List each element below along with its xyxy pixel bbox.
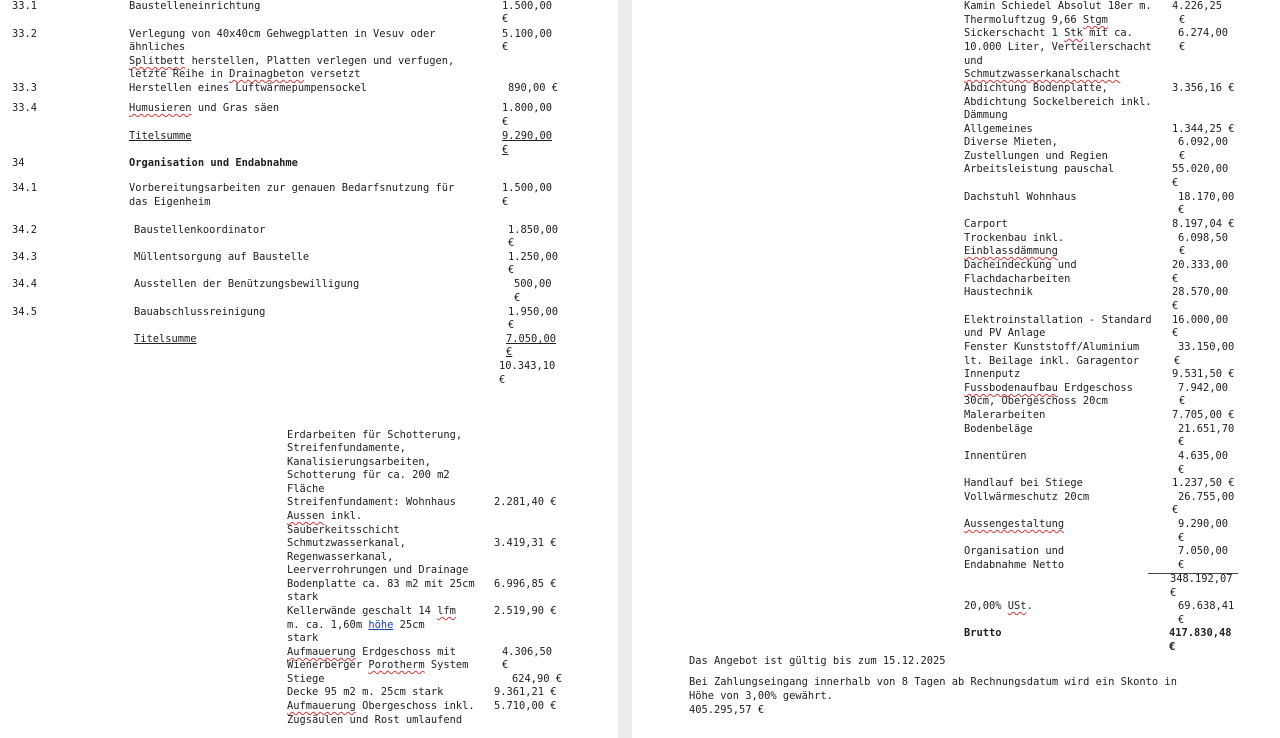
discount-amount: 405.295,57 € — [689, 704, 765, 716]
cost-item: Zustellungen und Regien — [964, 150, 1108, 162]
spellcheck-word: Humusieren — [129, 102, 192, 114]
cost-item: Handlauf bei Stiege — [964, 477, 1083, 489]
position-number: 33.4 — [12, 102, 38, 114]
currency-sign: € — [502, 144, 509, 156]
cost-item: Bodenbeläge — [964, 423, 1033, 435]
position-amount: 1.800,00 — [502, 102, 553, 114]
position-amount: 890,00 € — [508, 82, 559, 94]
currency-sign: € — [502, 41, 509, 53]
currency-sign: € — [1178, 436, 1185, 448]
discount-note: Bei Zahlungseingang innerhalb von 8 Tagen ab Rechnungsdatum wird ein Skonto in — [689, 676, 1177, 688]
position-description: Müllentsorgung auf Baustelle — [134, 251, 310, 263]
summary-line: Fläche — [287, 483, 325, 495]
cost-amount: 9.290,00 — [1178, 518, 1229, 530]
cost-item: Kamin Schiedel Absolut 18er m. — [964, 0, 1152, 12]
position-amount: 1.500,00 — [502, 182, 553, 194]
position-number: 34.2 — [12, 224, 38, 236]
summary-amount: 2.519,90 € — [494, 605, 557, 617]
currency-sign: € — [1172, 504, 1179, 516]
summary-line — [287, 700, 475, 714]
position-number: 34.4 — [12, 278, 38, 290]
position-number: 33.1 — [12, 0, 38, 12]
currency-sign: € — [1178, 532, 1185, 544]
text-run: letzte Reihe in — [129, 68, 230, 80]
currency-sign: € — [514, 292, 521, 304]
hyperlink-word[interactable]: höhe — [368, 619, 394, 631]
cost-item: Flachdacharbeiten — [964, 273, 1071, 285]
summary-amount: 4.306,50 — [502, 646, 553, 658]
summary-line: Streifenfundamente, — [287, 442, 406, 454]
position-amount: 1.950,00 — [508, 306, 559, 318]
summary-line — [287, 605, 456, 619]
discount-note: Höhe von 3,00% gewährt. — [689, 690, 833, 702]
summary-amount: 5.710,00 € — [494, 700, 557, 712]
currency-sign: € — [508, 319, 515, 331]
section-total-amount: 9.290,00 — [502, 130, 553, 142]
cost-item: Allgemeines — [964, 123, 1033, 135]
cost-item: Trockenbau inkl. — [964, 232, 1065, 244]
cost-amount: 6.274,00 — [1178, 27, 1229, 39]
position-description: Ausstellen der Benützungsbewilligung — [134, 278, 360, 290]
summary-line: Zugsäulen und Rost umlaufend — [287, 714, 463, 726]
cost-amount: 20.333,00 — [1172, 259, 1229, 271]
summary-line: Decke 95 m2 m. 25cm stark — [287, 686, 444, 698]
cost-amount: 7.942,00 — [1178, 382, 1229, 394]
spellcheck-word: Aussen — [287, 510, 325, 522]
summary-amount: 2.281,40 € — [494, 496, 557, 508]
position-number: 34.3 — [12, 251, 38, 263]
currency-sign: € — [1179, 245, 1186, 257]
position-amount: 1.250,00 — [508, 251, 559, 263]
summary-line — [287, 659, 468, 673]
section-total-amount: 7.050,00 — [506, 333, 557, 345]
cost-amount: 1.344,25 € — [1172, 123, 1235, 135]
summary-amount: 3.419,31 € — [494, 537, 557, 549]
cost-item: 30cm, Obergeschoss 20cm — [964, 395, 1108, 407]
cost-item: und — [964, 55, 983, 67]
text-run: System — [424, 659, 469, 671]
cost-amount: 1.237,50 € — [1172, 477, 1235, 489]
summary-amount: 624,90 € — [512, 673, 563, 685]
vat-amount: 69.638,41 — [1178, 600, 1235, 612]
currency-sign: € — [1178, 464, 1185, 476]
position-number: 33.3 — [12, 82, 38, 94]
text-run: inkl. — [324, 510, 363, 522]
spellcheck-word: Stgm — [1082, 14, 1108, 26]
cost-item: Endabnahme Netto — [964, 559, 1065, 571]
summary-amount: 6.996,85 € — [494, 578, 557, 590]
cost-amount: 7.050,00 — [1178, 545, 1229, 557]
spellcheck-word: USt — [1007, 600, 1027, 612]
text-run: Wienerberger — [287, 659, 369, 671]
cost-amount: 28.570,00 — [1172, 286, 1229, 298]
spellcheck-word: Drainagbeton — [229, 68, 305, 80]
position-description: das Eigenheim — [129, 196, 211, 208]
text-run: m. ca. 1,60m — [287, 619, 369, 631]
text-run: herstellen, Platten verlegen und verfugen, — [185, 55, 455, 67]
summary-line: stark — [287, 591, 319, 603]
currency-sign: € — [1170, 587, 1177, 599]
position-description — [129, 55, 454, 69]
spellcheck-word: Aufmauerung — [287, 700, 356, 712]
cost-amount: 21.651,70 — [1178, 423, 1235, 435]
position-number: 34.5 — [12, 306, 38, 318]
currency-sign: € — [1178, 614, 1185, 626]
cost-item: Aussengestaltung — [964, 518, 1065, 530]
cost-item: 10.000 Liter, Verteilerschacht — [964, 41, 1152, 53]
text-run: 20,00% — [964, 600, 1008, 612]
cost-item: Dämmung — [964, 109, 1008, 121]
section-total-label: Titelsumme — [134, 333, 197, 345]
position-description — [129, 102, 279, 116]
currency-sign: € — [1179, 14, 1186, 26]
currency-sign: € — [1179, 150, 1186, 162]
cost-item: Organisation und — [964, 545, 1065, 557]
summary-line: Stiege — [287, 673, 325, 685]
text-run: Thermoluftzug 9,66 — [964, 14, 1083, 26]
text-run: Obergeschoss inkl. — [355, 700, 475, 712]
left-page[interactable] — [0, 0, 618, 738]
cost-item: Dacheindeckung und — [964, 259, 1077, 271]
cost-amount: 4.635,00 — [1178, 450, 1229, 462]
cost-item: Einblassdämmung — [964, 245, 1058, 257]
text-run: Erdgeschoss mit — [355, 646, 456, 658]
summary-line: Regenwasserkanal, — [287, 551, 394, 563]
right-page[interactable] — [632, 0, 1280, 738]
currency-sign: € — [1172, 327, 1179, 339]
position-number: 33.2 — [12, 28, 38, 40]
cost-item: Carport — [964, 218, 1008, 230]
cost-item — [964, 14, 1108, 28]
currency-sign: € — [502, 116, 509, 128]
position-description: Baustelleneinrichtung — [129, 0, 261, 12]
cost-amount: 9.531,50 € — [1172, 368, 1235, 380]
cost-amount: 16.000,00 — [1172, 314, 1229, 326]
text-run: 25cm — [393, 619, 425, 631]
page-gutter — [618, 0, 632, 738]
spellcheck-word: Stk — [1064, 27, 1083, 39]
cost-amount: 33.150,00 — [1178, 341, 1235, 353]
currency-sign: € — [502, 13, 509, 25]
text-run: . — [1026, 600, 1033, 612]
cost-amount: 7.705,00 € — [1172, 409, 1235, 421]
currency-sign: € — [1178, 204, 1185, 216]
spellcheck-word: Fussbodenaufbau — [964, 382, 1058, 394]
summary-amount: 9.361,21 € — [494, 686, 557, 698]
cost-amount: 4.226,25 — [1172, 0, 1223, 12]
cost-item: Schmutzwasserkanalschacht — [964, 68, 1121, 80]
summary-line: Sauberkeitsschicht — [287, 524, 400, 536]
text-run: Kellerwände geschalt 14 — [287, 605, 438, 617]
cost-amount: 8.197,04 € — [1172, 218, 1235, 230]
cost-item: Malerarbeiten — [964, 409, 1046, 421]
cost-amount: 6.092,00 — [1178, 136, 1229, 148]
summary-line — [287, 619, 425, 633]
text-run: und Gras säen — [191, 102, 280, 114]
spellcheck-word: Splitbett — [129, 55, 186, 67]
summary-line: Streifenfundament: Wohnhaus — [287, 496, 456, 508]
cost-amount: 6.098,50 — [1178, 232, 1229, 244]
currency-sign: € — [1178, 559, 1185, 571]
currency-sign: € — [508, 264, 515, 276]
cost-item — [964, 382, 1133, 396]
cost-item: Fenster Kunststoff/Aluminium — [964, 341, 1140, 353]
summary-line: Schmutzwasserkanal, — [287, 537, 406, 549]
cost-item: Innentüren — [964, 450, 1027, 462]
position-amount: 1.850,00 — [508, 224, 559, 236]
currency-sign: € — [1169, 641, 1176, 653]
currency-sign: € — [506, 346, 513, 358]
spellcheck-word: lfm — [437, 605, 456, 617]
text-run: mit ca. — [1082, 27, 1133, 39]
netto-amount: 348.192,07 — [1170, 573, 1233, 585]
cost-item: und PV Anlage — [964, 327, 1046, 339]
currency-sign: € — [502, 196, 509, 208]
spellcheck-word: Porotherm — [368, 659, 425, 671]
cost-item: Innenputz — [964, 368, 1021, 380]
text-run: Sickerschacht 1 — [964, 27, 1065, 39]
currency-sign: € — [499, 374, 506, 386]
text-run: Erdgeschoss — [1057, 382, 1133, 394]
validity-note: Das Angebot ist gültig bis zum 15.12.2025 — [689, 655, 946, 667]
cost-amount: 26.755,00 — [1178, 491, 1235, 503]
section-title: Organisation und Endabnahme — [129, 157, 298, 169]
position-description: ähnliches — [129, 41, 186, 53]
position-description: Baustellenkoordinator — [134, 224, 266, 236]
running-total: 10.343,10 — [499, 360, 556, 372]
spellcheck-word: Aufmauerung — [287, 646, 356, 658]
cost-item — [964, 27, 1133, 41]
cost-item: Dachstuhl Wohnhaus — [964, 191, 1077, 203]
position-amount: 1.500,00 — [502, 0, 553, 12]
summary-line: Erdarbeiten für Schotterung, — [287, 429, 463, 441]
currency-sign: € — [502, 659, 509, 671]
cost-item: Elektroinstallation - Standard — [964, 314, 1152, 326]
summary-line — [287, 510, 362, 524]
position-description: Vorbereitungsarbeiten zur genauen Bedarfsnutzung für — [129, 182, 455, 194]
cost-item: Abdichtung Bodenplatte, — [964, 82, 1108, 94]
text-run: versetzt — [304, 68, 361, 80]
summary-line: stark — [287, 632, 319, 644]
currency-sign: € — [1179, 395, 1186, 407]
cost-item: Vollwärmeschutz 20cm — [964, 491, 1090, 503]
position-description: Verlegung von 40x40cm Gehwegplatten in Vesuv oder — [129, 28, 436, 40]
position-amount: 5.100,00 — [502, 28, 553, 40]
cost-item: lt. Beilage inkl. Garagentor — [964, 355, 1140, 367]
currency-sign: € — [1174, 355, 1181, 367]
position-number: 34.1 — [12, 182, 38, 194]
cost-item: Diverse Mieten, — [964, 136, 1058, 148]
cost-amount: 3.356,16 € — [1172, 82, 1235, 94]
currency-sign: € — [508, 237, 515, 249]
currency-sign: € — [1172, 300, 1179, 312]
cost-amount: 18.170,00 — [1178, 191, 1235, 203]
vat-label — [964, 600, 1033, 614]
position-description — [129, 68, 360, 82]
cost-item: Haustechnik — [964, 286, 1033, 298]
currency-sign: € — [1179, 41, 1186, 53]
summary-line: Kanalisierungsarbeiten, — [287, 456, 431, 468]
gross-amount: 417.830,48 — [1169, 627, 1232, 639]
position-description: Bauabschlussreinigung — [134, 306, 266, 318]
section-number: 34 — [12, 157, 25, 169]
cost-item: Abdichtung Sockelbereich inkl. — [964, 96, 1152, 108]
summary-line — [287, 646, 456, 660]
currency-sign: € — [1172, 177, 1179, 189]
cost-amount: 55.020,00 — [1172, 163, 1229, 175]
summary-line: Schotterung für ca. 200 m2 — [287, 469, 450, 481]
position-description: Herstellen eines Luftwärmepumpensockel — [129, 82, 367, 94]
position-amount: 500,00 — [514, 278, 552, 290]
currency-sign: € — [1172, 273, 1179, 285]
summary-line: Bodenplatte ca. 83 m2 mit 25cm — [287, 578, 475, 590]
gross-label: Brutto — [964, 627, 1002, 639]
section-total-label: Titelsumme — [129, 130, 192, 142]
summary-line: Leerverrohrungen und Drainage — [287, 564, 469, 576]
cost-item: Arbeitsleistung pauschal — [964, 163, 1115, 175]
